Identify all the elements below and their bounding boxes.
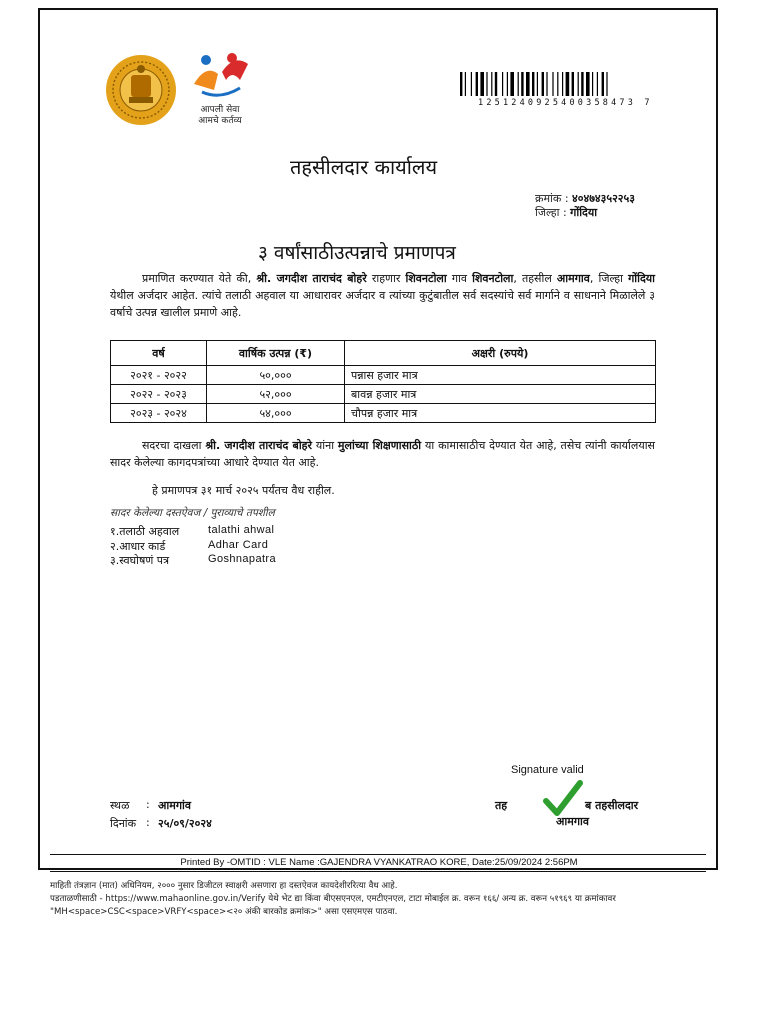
place-value: आमगांव xyxy=(158,799,191,812)
document-name-mr: ३.स्वघोषणं पत्र xyxy=(110,554,170,567)
office-title: तहसीलदार कार्यालय xyxy=(290,155,438,179)
village-name: शिवनटोला xyxy=(472,272,514,285)
intro-paragraph xyxy=(110,270,655,321)
signature-valid-text: Signature valid xyxy=(511,764,584,776)
resident-place: शिवनटोला xyxy=(405,272,447,285)
signature-office: आमगाव xyxy=(556,815,589,828)
purpose-text-2: यांना xyxy=(312,439,338,452)
date-line: दिनांक : २५/०९/२०२४ xyxy=(110,816,212,830)
checkmark-icon xyxy=(543,779,583,819)
row-words: चौपन्न हजार मात्र xyxy=(345,404,656,423)
document-name-mr: २.आधार कार्ड xyxy=(110,540,166,553)
intro-district-name: गोंदिया xyxy=(628,272,656,285)
row-words: बावन्न हजार मात्र xyxy=(345,385,656,404)
district-value: गोंदिया xyxy=(570,206,598,219)
intro-text-5: , जिल्हा xyxy=(589,272,629,285)
row-amount: ५०,००० xyxy=(207,366,345,385)
tehsil-name: आमगाव xyxy=(556,272,590,285)
validity-text: हे प्रमाणपत्र ३१ मार्च २०२५ पर्यंतच वैध राहील. xyxy=(152,484,335,497)
intro-text-2: राहणार xyxy=(366,272,406,285)
intro-text-6: येथील अर्जदार आहेत. त्यांचे तलाठी अहवाल या आधारावर अर्जदार व त्यांच्या कुटुंबातील सर्व सदस्यांचे सर्व मार्गाने व साधनाने मिळालेले ३ वर्षाचे उत्पन्न खालील प्रमाणे आहे. xyxy=(110,289,655,319)
designation-left: तह xyxy=(495,799,508,812)
list-item xyxy=(110,553,276,568)
aaple-seva-figures-icon xyxy=(188,50,252,102)
logo-caption-2: आमचे कर्तव्य xyxy=(198,116,242,126)
printed-by-line: Printed By -OMTID : VLE Name :GAJENDRA VYANKATRAO KORE, Date:25/09/2024 2:56PM xyxy=(180,857,578,868)
document-name-mr: १.तलाठी अहवाल xyxy=(110,525,180,538)
certificate-number-value: ४०४७४३५२२५३ xyxy=(572,192,635,205)
barcode xyxy=(460,72,660,96)
certificate-title: ३ वर्षांसाठीउत्पन्नाचे प्रमाणपत्र xyxy=(258,242,456,264)
certificate-number-label: क्रमांक : xyxy=(535,192,569,205)
documents-heading: सादर केलेल्या दस्तऐवज / पुराव्याचे तपशील xyxy=(110,507,275,519)
divider xyxy=(50,871,706,872)
list-item xyxy=(110,524,275,539)
row-year: २०२३ - २०२४ xyxy=(111,404,207,423)
table-row xyxy=(111,385,656,404)
table-row xyxy=(111,404,656,423)
applicant-name: श्री. जगदीश ताराचंद बोहरे xyxy=(256,272,367,285)
divider xyxy=(50,854,706,855)
aaple-seva-logo xyxy=(188,50,252,132)
row-amount: ५२,००० xyxy=(207,385,345,404)
place-line: स्थळ : आमगांव xyxy=(110,798,191,812)
purpose-text-3: या कामासाठीच देण्यात येत आहे, तसेच त्यांनी कार्यालयास सादर केलेल्या कागदपत्रांच्या आधारे देण्यात येत आहे. xyxy=(110,439,655,469)
list-item xyxy=(110,539,269,554)
document-name-en: Adhar Card xyxy=(208,539,269,551)
date-value: २५/०९/२०२४ xyxy=(158,817,212,830)
maharashtra-emblem-logo xyxy=(105,53,177,128)
logo-caption-1: आपली सेवा xyxy=(200,105,240,115)
purpose-text-1: सदरचा दाखला xyxy=(142,439,206,452)
purpose-applicant-name: श्री. जगदीश ताराचंद बोहरे xyxy=(205,439,313,452)
footer-line-3: "MH<space>CSC<space>VRFY<space><२० अंकी बारकोड क्रमांक>" असा एसएमएस पाठवा. xyxy=(50,907,398,917)
row-words: पन्नास हजार मात्र xyxy=(345,366,656,385)
document-name-en: Goshnapatra xyxy=(208,553,276,565)
table-row xyxy=(111,366,656,385)
date-label: दिनांक xyxy=(110,817,137,830)
document-name-en: talathi ahwal xyxy=(208,524,275,536)
footer-line-2: पडताळणीसाठी - https://www.mahaonline.gov.in/Verify येथे भेट द्या किंवा बीएसएनएल, एमटीएनएल, टाटा मोबाईल क्र. वरून १६६/ अन्य क्र. वरून ५१९६९ या क्रमांकावर xyxy=(50,894,616,904)
purpose-paragraph xyxy=(110,437,655,471)
income-table-header xyxy=(111,341,656,366)
header-amount-in-words: अक्षरी (रुपये) xyxy=(345,341,656,366)
intro-text-3: गाव xyxy=(446,272,473,285)
income-table xyxy=(110,340,656,423)
purpose-value: मुलांच्या शिक्षणासाठी xyxy=(337,439,422,452)
footer-line-1: माहिती तंत्रज्ञान (मात) अधिनियम, २००० नुसार डिजीटल स्वाक्षरी असणारा हा दस्तऐवज कायदेशीररित्या वैध आहे. xyxy=(50,881,398,891)
barcode-number: 1251240925400358473 7 xyxy=(478,98,653,108)
header-year: वर्ष xyxy=(111,341,207,366)
header-annual-income: वार्षिक उत्पन्न (₹) xyxy=(207,341,345,366)
row-year: २०२१ - २०२२ xyxy=(111,366,207,385)
designation-right: ब तहसीलदार xyxy=(585,799,639,812)
row-year: २०२२ - २०२३ xyxy=(111,385,207,404)
intro-text-4: , तहसील xyxy=(513,272,557,285)
intro-text-1: प्रमाणित करण्यात येते की, xyxy=(142,272,257,285)
row-amount: ५४,००० xyxy=(207,404,345,423)
district-line xyxy=(535,205,597,220)
place-label: स्थळ xyxy=(110,799,130,812)
district-label: जिल्हा : xyxy=(535,206,567,219)
certificate-number xyxy=(535,191,635,206)
